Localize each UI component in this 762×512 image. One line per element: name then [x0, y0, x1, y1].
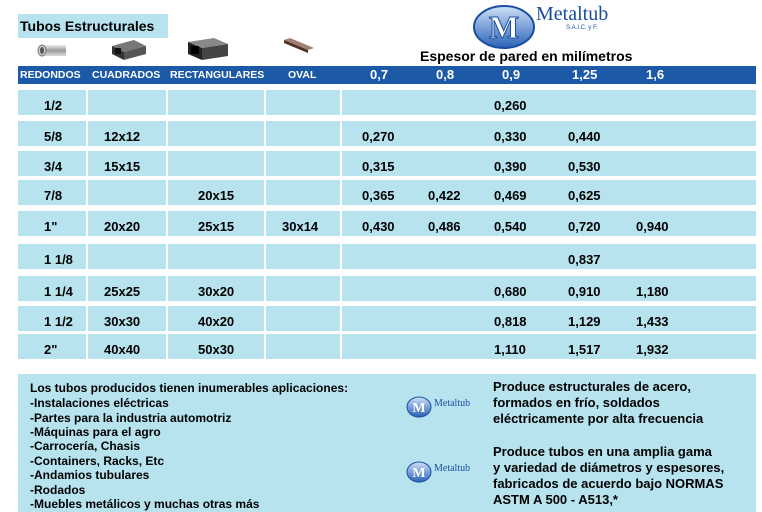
page-title: Tubos Estructurales [18, 14, 168, 38]
column-divider [264, 84, 266, 364]
cell-redondo: 1/2 [44, 98, 63, 113]
cell-weight: 1,180 [636, 284, 669, 299]
header-thickness: 1,6 [646, 67, 665, 82]
brand-name: Metaltub [434, 463, 471, 474]
cell-weight: 0,430 [362, 219, 395, 234]
cell-weight: 0,440 [568, 129, 601, 144]
cell-weight: 0,530 [568, 159, 601, 174]
cell-weight: 0,315 [362, 159, 395, 174]
promo-line: ASTM A 500 - A513,* [493, 492, 618, 507]
promo-paragraph [493, 379, 703, 427]
header-thickness: 0,7 [370, 67, 389, 82]
cell-weight: 0,486 [428, 219, 461, 234]
brand-name: Metaltub [434, 398, 471, 409]
header-redondos: REDONDOS [20, 69, 81, 81]
cell-redondo: 1 1/2 [44, 314, 73, 329]
application-item: -Rodados [30, 483, 86, 497]
cell-weight: 1,517 [568, 342, 601, 357]
cell-cuadrado: 15x15 [104, 159, 141, 174]
cell-weight: 0,680 [494, 284, 527, 299]
promo-line: Produce estructurales de acero, [493, 379, 691, 394]
promo-line: y variedad de diámetros y espesores, [493, 460, 725, 475]
application-item: -Muebles metálicos y muchas otras más [30, 497, 260, 511]
cell-rectangular: 50x30 [198, 342, 235, 357]
metaltub-logo-icon [472, 4, 536, 50]
cell-cuadrado: 40x40 [104, 342, 141, 357]
header-thickness: 1,25 [572, 67, 598, 82]
brand-name: Metaltub [536, 3, 609, 25]
cell-weight: 0,720 [568, 219, 601, 234]
cell-rectangular: 20x15 [198, 188, 235, 203]
header-thickness: 0,8 [436, 67, 455, 82]
cell-redondo: 5/8 [44, 129, 63, 144]
table-row [18, 90, 756, 115]
round-tube-icon [36, 40, 70, 60]
cell-redondo: 3/4 [44, 159, 63, 174]
rectangular-tube-icon [186, 36, 230, 62]
cell-redondo: 2" [44, 342, 58, 357]
table-header [18, 66, 756, 84]
column-divider [166, 84, 168, 364]
cell-weight: 0,390 [494, 159, 527, 174]
cell-weight: 0,260 [494, 98, 527, 113]
cell-cuadrado: 12x12 [104, 129, 141, 144]
cell-redondo: 1" [44, 219, 58, 234]
header-thickness: 0,9 [502, 67, 521, 82]
cell-weight: 0,940 [636, 219, 669, 234]
column-divider [86, 84, 88, 364]
cell-weight: 1,433 [636, 314, 669, 329]
cell-redondo: 1 1/4 [44, 284, 73, 299]
cell-weight: 1,110 [494, 342, 526, 357]
cell-weight: 0,330 [494, 129, 527, 144]
cell-weight: 0,837 [568, 252, 601, 267]
cell-weight: 0,818 [494, 314, 527, 329]
application-item: -Containers, Racks, Etc [30, 454, 165, 468]
cell-weight: 1,129 [568, 314, 601, 329]
cell-rectangular: 40x20 [198, 314, 235, 329]
cell-weight: 0,270 [362, 129, 395, 144]
header-cuadrados: CUADRADOS [92, 69, 161, 81]
svg-text:M: M [412, 466, 426, 481]
cell-rectangular: 25x15 [198, 219, 235, 234]
application-item: -Carrocería, Chasis [30, 439, 141, 453]
oval-tube-icon [282, 36, 316, 54]
cell-cuadrado: 25x25 [104, 284, 141, 299]
cell-redondo: 1 1/8 [44, 252, 73, 267]
cell-weight: 0,469 [494, 188, 527, 203]
brand-suffix: S.A.I.C. y F. [566, 25, 598, 31]
cell-weight: 0,365 [362, 188, 395, 203]
cell-weight: 0,540 [494, 219, 527, 234]
application-item: -Andamios tubulares [30, 468, 150, 482]
promo-paragraph [493, 444, 724, 508]
table-row [18, 244, 756, 269]
svg-text:M: M [488, 9, 520, 45]
cell-rectangular: 30x20 [198, 284, 235, 299]
cell-weight: 0,422 [428, 188, 461, 203]
table-subtitle: Espesor de pared en milímetros [420, 48, 633, 64]
promo-line: fabricados de acuerdo bajo NORMAS [493, 476, 724, 491]
application-item: -Partes para la industria automotriz [30, 411, 232, 425]
header-oval: OVAL [288, 69, 317, 81]
square-tube-icon [108, 36, 148, 62]
svg-text:M: M [412, 401, 426, 416]
cell-weight: 0,910 [568, 284, 601, 299]
header-rectangulares: RECTANGULARES [170, 69, 265, 81]
cell-oval: 30x14 [282, 219, 319, 234]
application-item: -Instalaciones eléctricas [30, 396, 169, 410]
applications-title: Los tubos producidos tienen inumerables aplicaciones: [30, 381, 349, 395]
cell-weight: 0,625 [568, 188, 601, 203]
promo-line: formados en frío, soldados [493, 395, 660, 410]
cell-cuadrado: 20x20 [104, 219, 141, 234]
metaltub-logo-icon [406, 461, 432, 483]
column-divider [340, 84, 342, 364]
cell-cuadrado: 30x30 [104, 314, 141, 329]
cell-redondo: 7/8 [44, 188, 63, 203]
promo-line: eléctricamente por alta frecuencia [493, 411, 704, 426]
cell-weight: 1,932 [636, 342, 669, 357]
promo-line: Produce tubos en una amplia gama [493, 444, 712, 459]
application-item: -Máquinas para el agro [30, 425, 161, 439]
metaltub-logo-icon [406, 396, 432, 418]
